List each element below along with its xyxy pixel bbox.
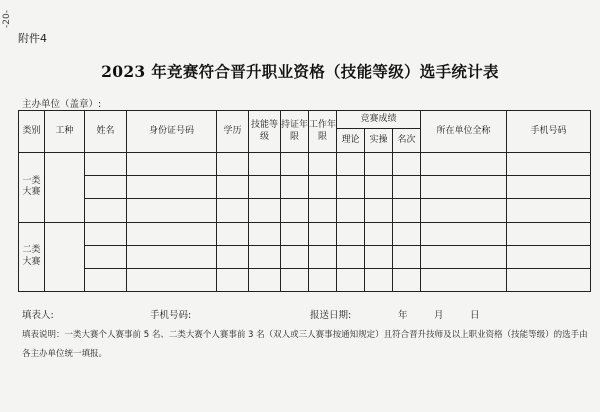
header-trade: 工种 (45, 111, 85, 153)
header-work-years: 工作年限 (309, 111, 337, 153)
header-education: 学历 (217, 111, 249, 153)
header-practical: 实操 (365, 129, 393, 153)
filling-instructions: 填表说明：一类大赛个人赛事前 5 名、二类大赛个人赛事前 3 名（双人或三人赛事按通知规定）且符合晋升技师及以上职业资格（技能等级）的选手由各主办单位统一填报。 (22, 330, 588, 359)
category-cell-2: 二类大赛 (19, 222, 45, 291)
header-cert-years: 持证年限 (281, 111, 309, 153)
header-row-top (19, 111, 591, 129)
phone-label: 手机号码: (150, 310, 192, 321)
header-phone: 手机号码 (507, 111, 591, 153)
header-id-number: 身份证号码 (127, 111, 217, 153)
header-results: 竞赛成绩 (337, 111, 421, 129)
trade-cell (45, 222, 85, 291)
header-theory: 理论 (337, 129, 365, 153)
table-row (19, 268, 591, 291)
header-skill-level: 技能等级 (249, 111, 281, 153)
trade-cell (45, 153, 85, 222)
header-name: 姓名 (85, 111, 127, 153)
header-employer: 所在单位全称 (421, 111, 507, 153)
attachment-label: 附件4 (18, 32, 47, 45)
page-number-mark: -20- (2, 10, 12, 28)
table-row (19, 222, 591, 245)
header-category: 类别 (19, 111, 45, 153)
table-row (19, 245, 591, 268)
filler-label: 填表人: (22, 310, 54, 321)
statistics-table (18, 110, 591, 292)
date-year: 年 (398, 310, 408, 321)
date-month: 月 (434, 310, 444, 321)
table-row (19, 153, 591, 176)
document-title: 2023 年竞赛符合晋升职业资格（技能等级）选手统计表 (101, 62, 499, 81)
date-day: 日 (470, 310, 480, 321)
date-label: 报送日期: (310, 310, 352, 321)
category-cell-1: 一类大赛 (19, 153, 45, 222)
table-row (19, 176, 591, 199)
header-rank: 名次 (393, 129, 421, 153)
table-row (19, 199, 591, 222)
organizer-label: 主办单位（盖章）: (22, 99, 102, 110)
